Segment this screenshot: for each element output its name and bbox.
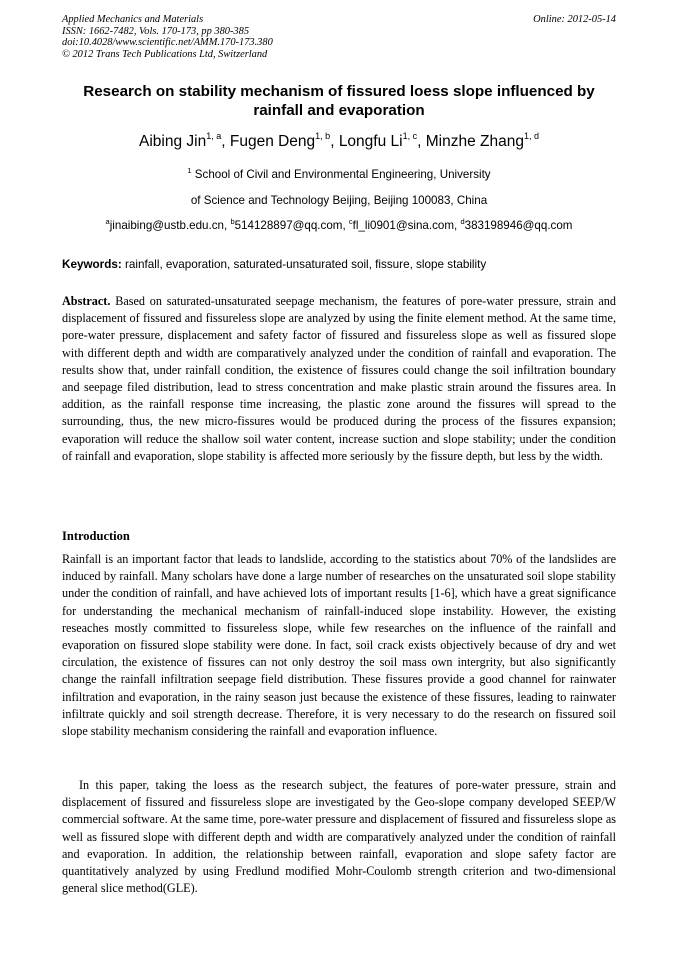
journal-header xyxy=(62,14,616,60)
author-affiliation-mark: 1, c xyxy=(402,131,418,141)
introduction-paragraph-1: Rainfall is an important factor that leads to landslide, according to the statistics about 70% of the landslides are induced by rainfall. Many scholars have done a large number of researches on the unsaturated soil slope stability under the condition of rainfall, and have achieved lots of important results [1-6], which have a great significance for understanding the mechanical mechanism of rainfall-induced slope instability. However, the existing reseaches mostly committed to fissureless slope, while few researches on the influence of the rainfall and evaporation on fissured slope stability were done. In fact, soil crack exists objectively because of dry and wet circulation, the existence of fissures can not only destroy the soil mass own intergrity, but also significantly change the rainfall infiltration seepage field distribution. These fissures provide a good channel for rainwater infiltration and evaporation, in the rainy season just because the existence of these fissures, leading to rainwater infiltrate quickly and soil strength decrease. Therefore, it is very necessary to do the research on fissured soil slope stability mechanism considering the rainfall and evaporation influence. xyxy=(62,552,616,739)
introduction-heading: Introduction xyxy=(62,529,130,543)
author-separator: , xyxy=(417,133,426,150)
author-emails xyxy=(62,219,616,233)
email-separator: , xyxy=(454,219,461,232)
abstract-label: Abstract. xyxy=(62,294,111,308)
affiliation-mark: 1 xyxy=(187,166,192,175)
author-separator: , xyxy=(221,133,230,150)
issn-line: ISSN: 1662-7482, Vols. 170-173, pp 380-385 xyxy=(62,25,250,37)
author-affiliation-mark: 1, b xyxy=(315,131,331,141)
keywords-text: rainfall, evaporation, saturated-unsaturated soil, fissure, slope stability xyxy=(121,258,487,271)
email-link[interactable]: 383198946@qq.com xyxy=(464,219,573,232)
email-link[interactable]: fl_li0901@sina.com xyxy=(352,219,454,232)
author-affiliation-mark: 1, d xyxy=(523,131,539,141)
email-separator: , xyxy=(223,219,231,232)
author-separator: , xyxy=(330,133,339,150)
journal-name: Applied Mechanics and Materials xyxy=(62,14,204,25)
introduction-paragraph-2: In this paper, taking the loess as the research subject, the features of pore-water pressure, strain and displacement of fissured and fissureless slope are investigated by the Geo-slope company developed SEEP/W commercial software. At the same time, pore-water pressure and displacement of fissured and fissureless slope as well as fissured slope with different depth and width are comparatively analyzed under the condition of rainfall and evaporation. In addition, the relationship between rainfall, evaporation and slope safety factor are quantitatively analyzed by using Fredlund modified Mohr-Coulomb strength criterion and two-dimensional general slice method(GLE). xyxy=(62,778,616,896)
affiliation-line-1 xyxy=(62,168,616,182)
copyright-line: © 2012 Trans Tech Publications Ltd, Switzerland xyxy=(62,48,268,60)
author-name: Minzhe Zhang xyxy=(425,133,524,150)
email-mark: a xyxy=(105,217,110,226)
email-link[interactable]: 514128897@qq.com xyxy=(234,219,343,232)
abstract-text: Based on saturated-unsaturated seepage mechanism, the features of pore-water pressure, strain and displacement of fissured and fissureless slope are analyzed by using the finite element method. At the same time, pore-water pressure, displacement and safety factor of fissured and fissureless slope as well as fissured slope with different depth and width are comparatively analyzed under the condition of rainfall and evaporation. The results show that, under rainfall condition, the existence of fissures could change the soil infiltration boundary and seepage filed distribution, lead to stress concentration and make plastic strain around the fissures area. In addition, as the rainfall response time increasing, the plastic zone around the fissures will spread to the surrounding, thus, the new micro-fissures would be produced during the process of the fissures expansion; evaporation will reduce the shallow soil water content, increase suction and slope stability; under the condition of rainfall and evaporation, slope stability is affected more seriously by the fissure depth, but less by the width. xyxy=(62,294,616,463)
paper-title: Research on stability mechanism of fissured loess slope influenced by rainfall and evaporation xyxy=(83,83,595,119)
email-mark: c xyxy=(348,217,353,226)
keywords-line xyxy=(62,258,616,272)
affiliation-text: School of Civil and Environmental Engineering, University xyxy=(191,168,491,181)
email-mark: d xyxy=(460,217,465,226)
email-separator: , xyxy=(342,219,349,232)
email-mark: b xyxy=(230,217,235,226)
author-name: Fugen Deng xyxy=(229,133,316,150)
author-list xyxy=(62,132,616,152)
keywords-label: Keywords: xyxy=(62,258,122,271)
author-name: Longfu Li xyxy=(338,133,403,150)
doi-line[interactable]: doi:10.4028/www.scientific.net/AMM.170-173.380 xyxy=(62,37,273,48)
email-link[interactable]: jinaibing@ustb.edu.cn xyxy=(109,219,224,232)
affiliation-line-2: of Science and Technology Beijing, Beijing 100083, China xyxy=(190,194,488,207)
abstract-paragraph xyxy=(62,293,616,465)
author-name: Aibing Jin xyxy=(139,133,207,150)
author-affiliation-mark: 1, a xyxy=(206,131,222,141)
online-date: Online: 2012-05-14 xyxy=(533,14,616,25)
